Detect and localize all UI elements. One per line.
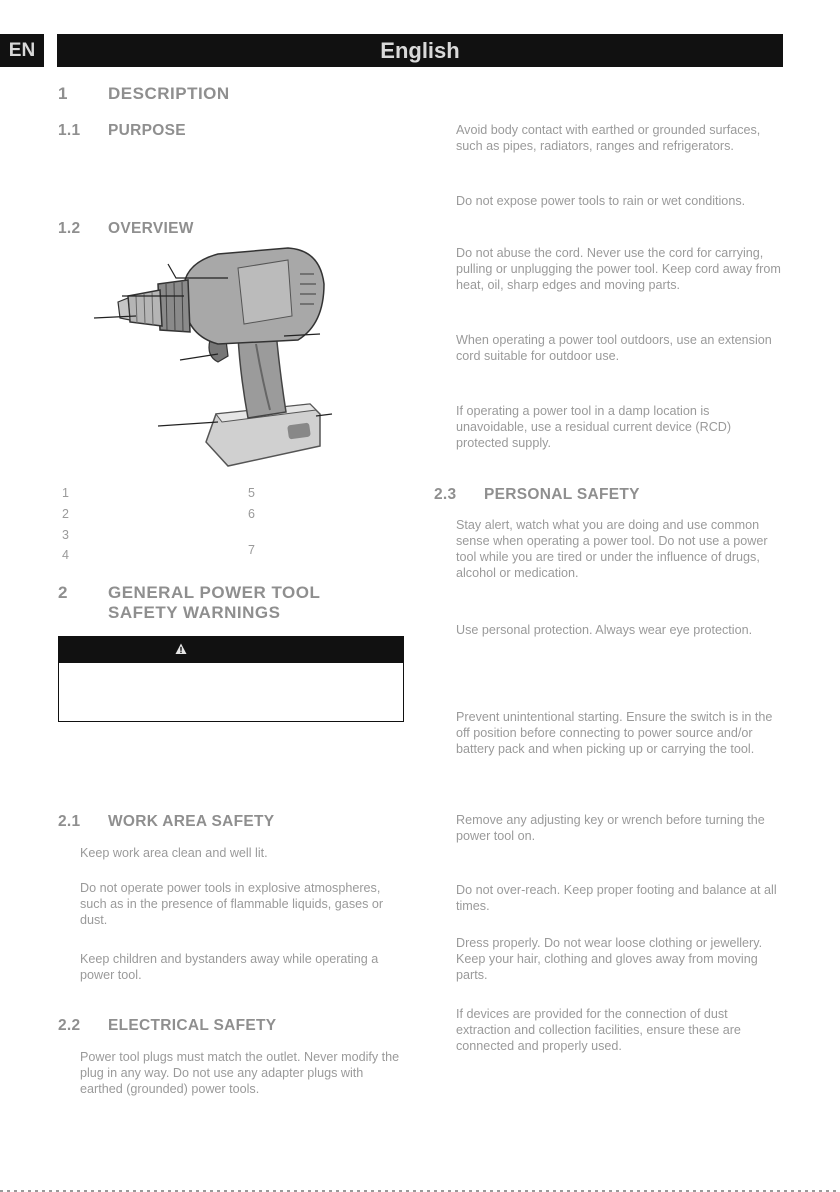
section-number: 2.3 xyxy=(434,486,457,503)
section-number: 2.2 xyxy=(58,1017,81,1034)
safety-paragraph: Remove any adjusting key or wrench before turning the power tool on. xyxy=(456,813,765,843)
legend-item: 4 xyxy=(62,548,69,562)
legend-item: 2 xyxy=(62,507,69,521)
section-title-line1: GENERAL POWER TOOL xyxy=(108,583,321,602)
drill-illustration xyxy=(88,244,348,474)
section-1-2-heading xyxy=(58,220,358,240)
safety-paragraph: Dress properly. Do not wear loose clothing or jewellery. Keep your hair, clothing and gloves away from moving parts. xyxy=(456,936,763,982)
section-number: 2 xyxy=(58,583,68,602)
safety-paragraph: If operating a power tool in a damp location is unavoidable, use a residual current device (RCD) protected supply. xyxy=(456,404,732,450)
legend-item: 5 xyxy=(248,486,255,500)
section-title: DESCRIPTION xyxy=(108,84,230,103)
warning-box xyxy=(58,636,404,722)
safety-paragraph: Stay alert, watch what you are doing and use common sense when operating a power tool. Do not use a power tool while you are tired or under the influence of drugs, alcohol or medication. xyxy=(456,518,768,580)
section-2-heading xyxy=(58,583,398,627)
legend-item: 6 xyxy=(248,507,255,521)
warning-header xyxy=(59,637,403,663)
section-title-line2: SAFETY WARNINGS xyxy=(108,603,281,622)
section-title: WORK AREA SAFETY xyxy=(108,813,275,830)
section-title: ELECTRICAL SAFETY xyxy=(108,1017,277,1034)
legend-item: 7 xyxy=(248,543,255,557)
safety-paragraph: Do not operate power tools in explosive atmospheres, such as in the presence of flammable liquids, gases or dust. xyxy=(80,881,384,927)
section-number: 1 xyxy=(58,84,68,103)
section-number: 1.1 xyxy=(58,122,81,139)
section-2-1-heading xyxy=(58,813,398,833)
warning-triangle-icon xyxy=(175,643,187,655)
language-tab: EN xyxy=(0,34,44,67)
safety-paragraph: Do not expose power tools to rain or wet conditions. xyxy=(456,194,746,208)
safety-paragraph: Prevent unintentional starting. Ensure the switch is in the off position before connecting to power source and/or battery pack and when picking up or carrying the tool. xyxy=(456,710,773,756)
section-1-heading xyxy=(58,84,358,106)
page-header-title: English xyxy=(57,34,783,67)
section-title: PERSONAL SAFETY xyxy=(484,486,640,503)
section-2-2-heading xyxy=(58,1017,398,1037)
safety-paragraph: Keep work area clean and well lit. xyxy=(80,846,268,860)
safety-paragraph: Avoid body contact with earthed or grounded surfaces, such as pipes, radiators, ranges and refrigerators. xyxy=(456,123,761,153)
safety-paragraph: Do not abuse the cord. Never use the cord for carrying, pulling or unplugging the power tool. Keep cord away from heat, oil, sharp edges and moving parts. xyxy=(456,246,781,292)
safety-paragraph: Use personal protection. Always wear eye protection. xyxy=(456,623,753,637)
section-1-1-heading xyxy=(58,122,358,142)
safety-paragraph: When operating a power tool outdoors, use an extension cord suitable for outdoor use. xyxy=(456,333,772,363)
legend-item: 1 xyxy=(62,486,69,500)
safety-paragraph: If devices are provided for the connection of dust extraction and collection facilities, ensure these are connected and properly used. xyxy=(456,1007,741,1053)
safety-paragraph: Power tool plugs must match the outlet. Never modify the plug in any way. Do not use any adapter plugs with earthed (grounded) power tools. xyxy=(80,1050,400,1096)
section-title: PURPOSE xyxy=(108,122,186,139)
section-title: OVERVIEW xyxy=(108,220,194,237)
safety-paragraph: Keep children and bystanders away while operating a power tool. xyxy=(80,952,379,982)
section-number: 2.1 xyxy=(58,813,81,830)
legend-item: 3 xyxy=(62,528,69,542)
section-number: 1.2 xyxy=(58,220,81,237)
safety-paragraph: Do not over-reach. Keep proper footing and balance at all times. xyxy=(456,883,777,913)
section-2-3-heading xyxy=(434,486,774,506)
